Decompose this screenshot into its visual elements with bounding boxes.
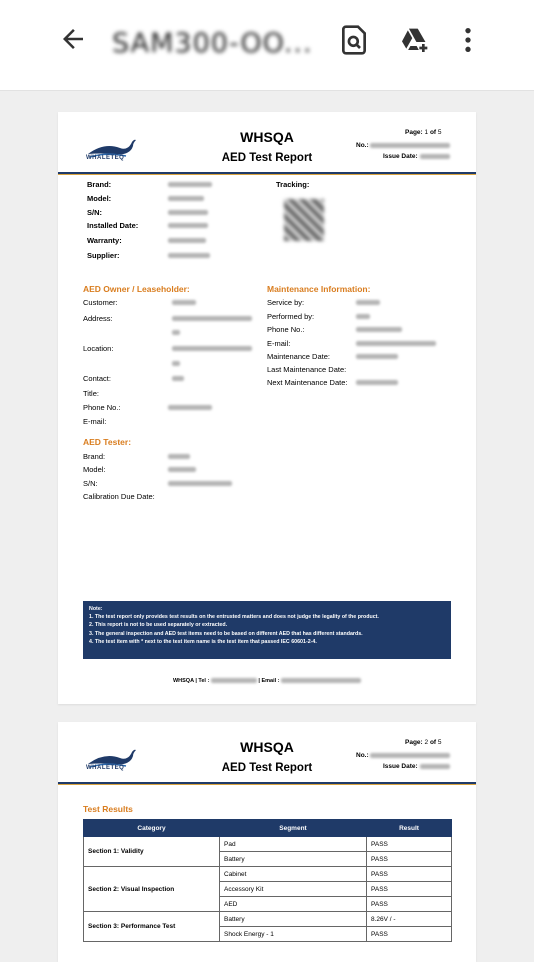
last-maintenance-label: Last Maintenance Date: <box>267 365 347 374</box>
result-cell: PASS <box>367 927 452 942</box>
tester-sn-label: S/N: <box>83 479 98 488</box>
redacted-value <box>168 467 196 472</box>
document-title: SAM300-OO... <box>112 28 313 59</box>
maint-email-label: E-mail: <box>267 339 291 348</box>
result-cell: PASS <box>367 867 452 882</box>
report-title: AED Test Report <box>221 152 313 164</box>
report-title: AED Test Report <box>221 762 313 774</box>
redacted-value <box>168 223 208 228</box>
table-header-row <box>84 820 452 837</box>
redacted-value <box>168 210 208 215</box>
document-page-1 <box>58 112 476 704</box>
note-line: 1. The test report only provides test results on the entrusted matters and does not judge the legality of the product. <box>89 614 379 621</box>
add-to-drive-icon[interactable] <box>398 24 430 56</box>
redacted-value <box>356 380 398 385</box>
redacted-report-number <box>370 753 450 758</box>
document-page-2 <box>58 722 476 962</box>
back-arrow-icon[interactable] <box>58 24 88 54</box>
supplier-label: Supplier: <box>87 251 120 260</box>
redacted-value <box>356 341 436 346</box>
warranty-label: Warranty: <box>87 236 122 245</box>
category-cell: Section 2: Visual Inspection <box>84 867 220 912</box>
segment-cell: Battery <box>220 912 367 927</box>
maintenance-heading: Maintenance Information: <box>267 284 371 294</box>
customer-label: Customer: <box>83 298 118 307</box>
redacted-value <box>168 238 206 243</box>
logo-text: WHALETEQ <box>86 155 125 161</box>
category-cell: Section 1: Validity <box>84 837 220 867</box>
owner-heading: AED Owner / Leaseholder: <box>83 284 190 294</box>
device-brand-label: Brand: <box>87 180 112 189</box>
redacted-value <box>172 361 180 366</box>
redacted-value <box>172 376 184 381</box>
redacted-value <box>356 327 402 332</box>
tracking-label: Tracking: <box>276 180 310 189</box>
performed-by-label: Performed by: <box>267 312 315 321</box>
report-number-label: No.: <box>356 752 369 759</box>
next-maintenance-label: Next Maintenance Date: <box>267 378 348 387</box>
device-model-label: Model: <box>87 194 112 203</box>
device-sn-label: S/N: <box>87 208 102 217</box>
redacted-value <box>172 300 196 305</box>
segment-cell: Shock Energy - 1 <box>220 927 367 942</box>
redacted-value <box>168 405 212 410</box>
report-number-label: No.: <box>356 142 369 149</box>
redacted-issue-date <box>420 764 450 769</box>
note-line: 3. The general inspection and AED test items need to be based on different AED that has different standards. <box>89 630 363 637</box>
logo-text: WHALETEQ <box>86 765 125 771</box>
redacted-value <box>168 196 204 201</box>
result-cell: PASS <box>367 852 452 867</box>
service-by-label: Service by: <box>267 298 305 307</box>
header-rule <box>58 172 476 175</box>
column-header: Result <box>367 820 452 837</box>
tester-heading: AED Tester: <box>83 437 132 447</box>
result-cell: PASS <box>367 882 452 897</box>
redacted-value <box>172 316 252 321</box>
header-rule <box>58 782 476 785</box>
address-label: Address: <box>83 314 113 323</box>
calibration-label: Calibration Due Date: <box>83 492 155 501</box>
note-line: 2. This report is not to be used separately or extracted. <box>89 622 228 629</box>
redacted-value <box>168 481 232 486</box>
tester-brand-label: Brand: <box>83 452 106 461</box>
page-label: Page: 2 of 5 <box>405 739 442 746</box>
result-cell: 8.26V / - <box>367 912 452 927</box>
test-results-table <box>83 819 452 942</box>
segment-cell: Accessory Kit <box>220 882 367 897</box>
result-cell: PASS <box>367 897 452 912</box>
maint-phone-label: Phone No.: <box>267 325 305 334</box>
note-line: 4. The test item with * next to the test item name is the test item that passed IEC 60601-2-4. <box>89 638 317 645</box>
owner-phone-label: Phone No.: <box>83 403 121 412</box>
redacted-value <box>356 314 370 319</box>
more-vert-icon[interactable] <box>452 24 484 56</box>
company-name: WHSQA <box>240 739 294 755</box>
segment-cell: Battery <box>220 852 367 867</box>
page-footer: WHSQA | Tel : | Email : <box>58 677 476 684</box>
tracking-qr-code <box>284 199 324 241</box>
issue-date-label: Issue Date: <box>383 153 418 160</box>
tester-model-label: Model: <box>83 465 106 474</box>
redacted-value <box>172 346 252 351</box>
result-cell: PASS <box>367 837 452 852</box>
page-label: Page: 1 of 5 <box>405 129 442 136</box>
redacted-report-number <box>370 143 450 148</box>
location-label: Location: <box>83 344 114 353</box>
category-cell: Section 3: Performance Test <box>84 912 220 942</box>
redacted-value <box>356 354 398 359</box>
note-title: Note: <box>89 606 103 612</box>
redacted-issue-date <box>420 154 450 159</box>
column-header: Category <box>84 820 220 837</box>
table-row <box>84 867 452 882</box>
owner-email-label: E-mail: <box>83 417 107 426</box>
issue-date-label: Issue Date: <box>383 763 418 770</box>
table-row <box>84 912 452 927</box>
redacted-value <box>356 300 380 305</box>
title-label: Title: <box>83 389 99 398</box>
redacted-value <box>172 330 180 335</box>
segment-cell: AED <box>220 897 367 912</box>
note-box <box>83 601 451 659</box>
company-name: WHSQA <box>240 129 294 145</box>
maintenance-date-label: Maintenance Date: <box>267 352 330 361</box>
segment-cell: Pad <box>220 837 367 852</box>
contact-label: Contact: <box>83 374 111 383</box>
app-bar <box>0 0 534 91</box>
search-document-icon[interactable] <box>338 24 370 56</box>
test-results-heading: Test Results <box>83 804 133 814</box>
installed-date-label: Installed Date: <box>87 221 139 230</box>
table-row <box>84 837 452 852</box>
redacted-value <box>168 454 190 459</box>
segment-cell: Cabinet <box>220 867 367 882</box>
redacted-value <box>168 253 210 258</box>
redacted-value <box>168 182 212 187</box>
column-header: Segment <box>220 820 367 837</box>
